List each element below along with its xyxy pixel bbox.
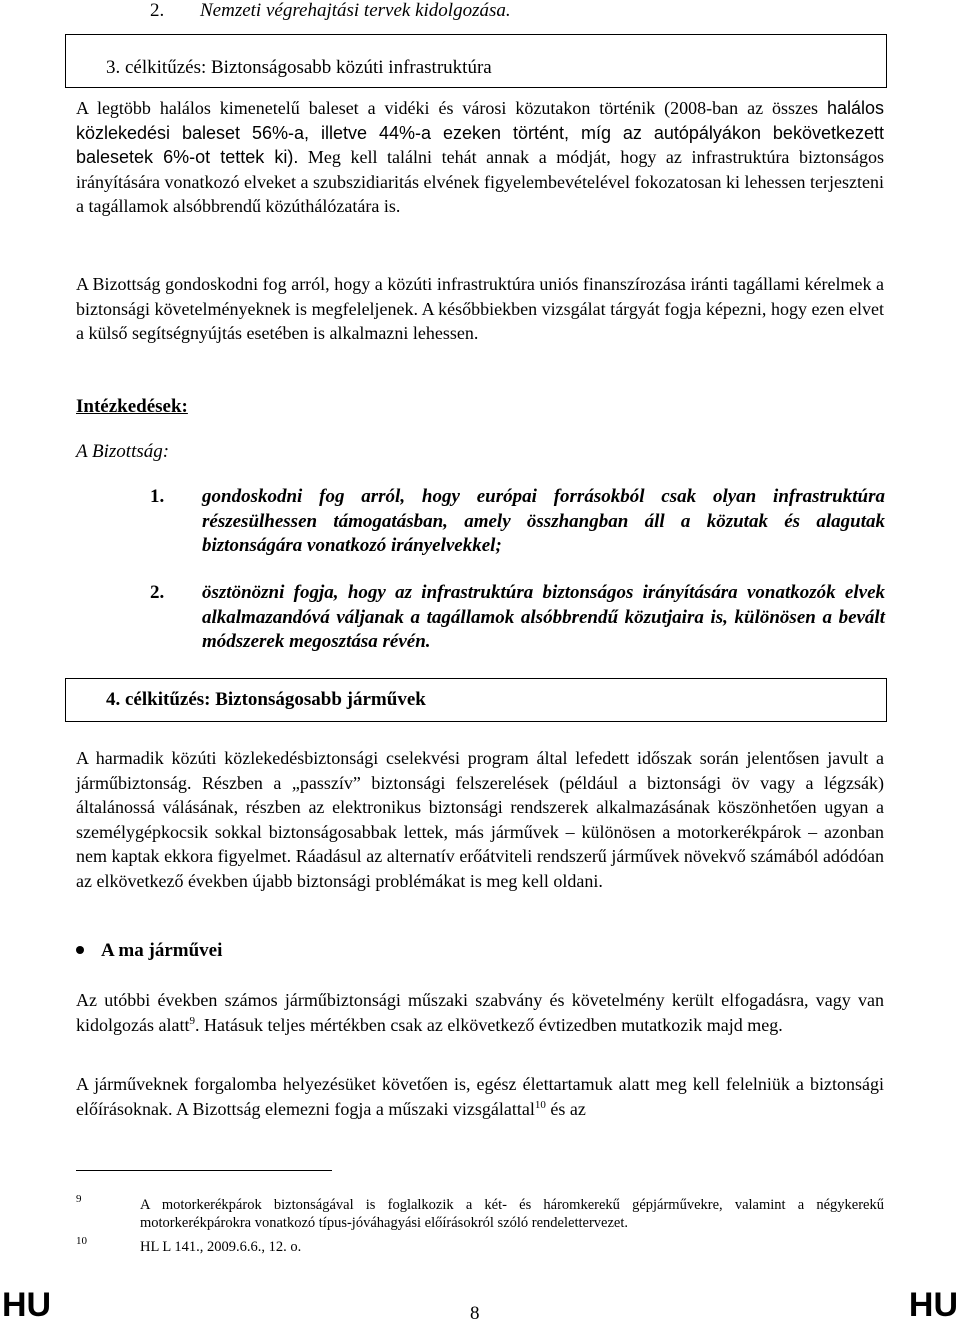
paragraph-1-sans: halálos közlekedési baleset 56%-a, illetve 44%-a ezeken történt, míg az autópályákon bekövetkezett balesetek 6%-ot tettek ki). [76,98,884,167]
top-item-number: 2. [150,0,165,21]
footnote-10-text: HL L 141., 2009.6.6., 12. o. [140,1239,302,1255]
paragraph-2: A Bizottság gondoskodni fog arról, hogy a közúti infrastruktúra uniós finanszírozása iránti tagállami kérelmek a biztonsági követelményeknek is megfeleljenek. A későbbiekben vizsgálat tárgyát fogja képezni, hogy ezen elvet a külső segítségnyújtás esetében is alkalmazni lehessen. [76,274,884,343]
paragraph-5-after: és az [545,1098,586,1119]
paragraph-4-after: . Hatásuk teljes mértékben csak az elkövetkező évtizedben mutatkozik majd meg. [194,1014,783,1035]
commission-heading: A Bizottság: [76,441,170,462]
page-number: 8 [470,1303,480,1324]
footnote-10 [76,1235,884,1256]
footer-language-left: HU [2,1286,52,1324]
measure-number-1: 1. [150,486,165,507]
paragraph-1-rest: Meg kell találni tehát annak a módját, hogy az infrastruktúra biztonságos irányítására vonatkozó elveket a szubszidiaritás elvének figyelembevételével fokozatosan ki lehessen terjeszteni a tagállamok alsóbbrendű közúthálózatára is. [76,147,884,216]
footnote-ref-10: 10 [534,1098,546,1111]
measure-text-1: gondoskodni fog arról, hogy európai forrásokból csak olyan infrastruktúra részesülhessen támogatásban, amely összhangban áll a közutak és alagutak biztonságára vonatkozó irányelvekkel; [202,486,885,556]
footer-language-right: HU [908,1286,958,1324]
bullet-heading-text: A ma járművei [101,940,223,961]
bullet-heading [76,940,222,962]
top-list-item [150,0,511,22]
paragraph-5-before: A járműveknek forgalomba helyezésüket követően is, egész élettartamuk alatt meg kell felelniük a biztonsági előírásoknak. A Bizottság elemezni fogja a műszaki vizsgálattal [76,1074,884,1119]
paragraph-3: A harmadik közúti közlekedésbiztonsági cselekvési program által lefedett időszak során jelentősen javult a járműbiztonság. Részben a „passzív” biztonsági felszerelések (például a biztonsági öv vagy a légzsák) általánossá válásának, részben az elektronikus biztonsági rendszerek alkalmazásának köszönhetően ugyan a személygépkocsik sokkal biztonságosabbak lettek, más járművek – különösen a motorkerékpárok – azonban nem kaptak ekkora figyelmet. Ráadásul az alternatív erőátviteli rendszerű járművek növekvő számából adódóan az elkövetkező években újabb biztonsági problémákat is meg kell oldani. [76,748,884,891]
paragraph-1-serif: A legtöbb halálos kimenetelű baleset a vidéki és városi közutakon történik (2008-ban az összes [76,98,827,118]
paragraph-4 [76,988,884,1037]
measure-item-2 [150,581,885,655]
objective-4-title: 4. célkitűzés: Biztonságosabb járművek [106,689,426,710]
objective-3-box [65,34,887,88]
measure-item-1 [150,485,885,559]
measure-number-2: 2. [150,582,165,603]
measures-heading: Intézkedések: [76,396,188,417]
paragraph-4-before: Az utóbbi években számos járműbiztonsági műszaki szabvány és követelmény került elfogadásra, vagy van kidolgozás alatt [76,990,884,1035]
footnote-ref-9: 9 [189,1014,195,1027]
paragraph-5 [76,1072,884,1121]
objective-4-box [65,678,887,722]
bullet-dot-icon [76,946,84,954]
footnote-9-number: 9 [76,1193,82,1205]
paragraph-1 [76,96,884,219]
footnote-rule [76,1170,332,1171]
top-item-text: Nemzeti végrehajtási tervek kidolgozása. [200,0,511,21]
objective-3-title: 3. célkitűzés: Biztonságosabb közúti infrastruktúra [106,57,492,78]
footnote-9-text: A motorkerékpárok biztonságával is foglalkozik a két- és háromkerekű gépjárművekre, valamint a négykerekű motorkerékpárokra vonatkozó típus-jóváhagyási előírásokról szóló rendelettervezet. [140,1197,884,1231]
footnote-9 [76,1193,884,1232]
footnote-10-number: 10 [76,1235,87,1247]
measure-text-2: ösztönözni fogja, hogy az infrastruktúra biztonságos irányítására vonatkozók elvek alkalmazandóvá váljanak a tagállamok alsóbbrendű közutjaira is, különösen a bevált módszerek megosztása révén. [202,582,885,652]
